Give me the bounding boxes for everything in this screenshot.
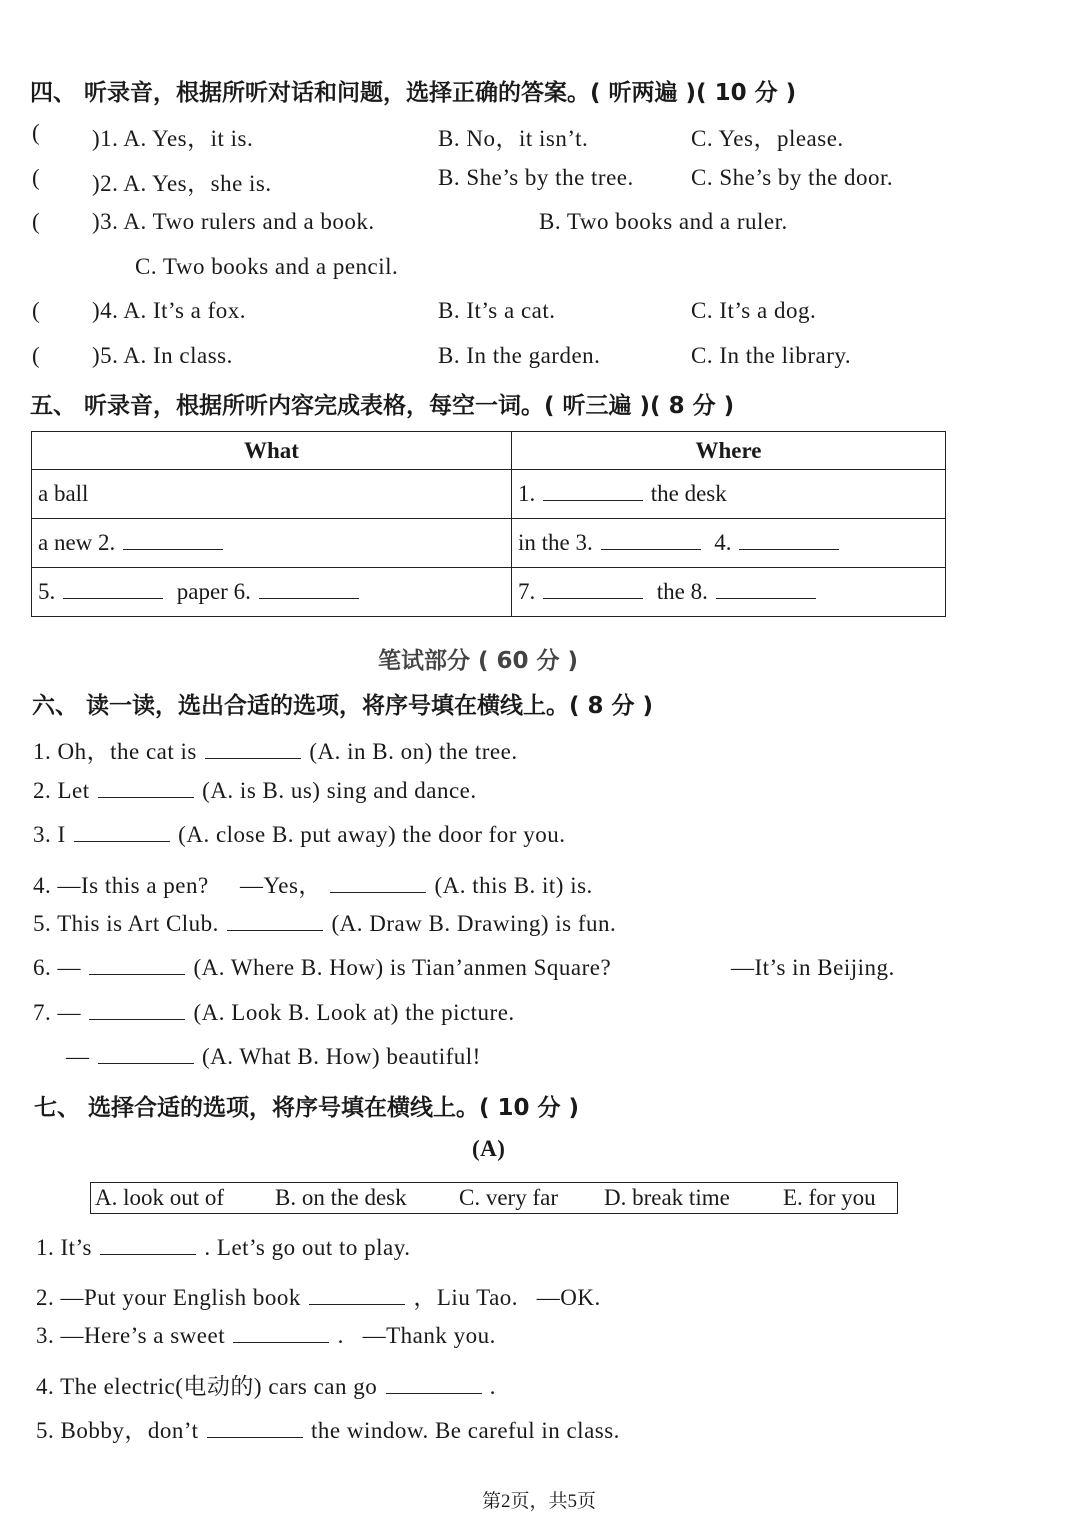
q-options: (A. in B. on) the tree. [309,739,518,764]
q6-3 [33,822,565,848]
q-options: (A. is B. us) sing and dance. [202,778,477,803]
q4-5-option-c: C. In the library. [691,343,852,368]
q7-3 [36,1323,496,1349]
cell-text: paper 6. [176,579,251,604]
q-options: (A. Where B. How) is Tian’anmen Square? [193,955,612,980]
table-cell [32,568,512,617]
column-header-where: Where [512,432,946,470]
q-text: — [66,1044,90,1069]
q4-5-option-a: )5. A. In class. [92,343,233,368]
option-d: D. break time [604,1185,730,1210]
q4-2-option-c: C. She’s by the door. [691,165,894,190]
answer-paren: ( [32,120,41,145]
q4-3-option-b: B. Two books and a ruler. [539,209,788,234]
q4-5-option-b: B. In the garden. [438,343,601,368]
q-text: the window. Be careful in class. [310,1418,620,1443]
column-header-what: What [32,432,512,470]
answer-paren: ( [32,165,41,190]
q-text: 4. —Is this a pen? —Yes， [33,873,322,898]
q7-4 [36,1368,496,1401]
q6-2 [33,778,477,804]
cell-text: the 8. [656,579,708,604]
table-cell [512,519,946,568]
q6-7-reply [66,1044,481,1070]
q-options: (A. close B. put away) the door for you. [178,822,566,847]
blank-number: 5. [38,579,56,604]
q-text: 3. —Here’s a sweet [36,1323,226,1348]
q-text: 6. — [33,955,81,980]
q-options: (A. What B. How) beautiful! [202,1044,481,1069]
answer-paren: ( [32,343,41,368]
answer-blank[interactable] [330,874,426,893]
q4-3-option-a: )3. A. Two rulers and a book. [92,209,375,234]
part-a-label: (A) [472,1136,506,1161]
q-text: . Let’s go out to play. [204,1235,411,1260]
cell-text: the desk [650,481,727,506]
q6-5 [33,911,616,937]
option-e: E. for you [783,1185,876,1210]
cell-text: a ball [38,481,89,506]
q-text: 5. Bobby，don’t [36,1418,199,1443]
answer-blank-7[interactable] [543,580,643,599]
q-text: 1. It’s [36,1235,92,1260]
table-cell [512,568,946,617]
written-part-title: 笔试部分 ( 60 分 ) [378,648,579,674]
q-options: (A. Look B. Look at) the picture. [193,1000,515,1025]
answer-blank[interactable] [89,1001,185,1020]
table-cell [512,470,946,519]
q4-4-option-a: )4. A. It’s a fox. [92,298,247,323]
q-text: 1. Oh，the cat is [33,739,197,764]
answer-blank[interactable] [98,1045,194,1064]
option-b: B. on the desk [275,1185,407,1210]
q-text: 4. The electric(电动的) cars can go [36,1374,378,1399]
section-7-heading: 七、 选择合适的选项，将序号填在横线上。( 10 分 ) [34,1095,580,1121]
answer-blank[interactable] [98,779,194,798]
q4-2-option-a: )2. A. Yes，she is. [92,171,272,196]
blank-number: 1. [518,481,536,506]
blank-number: 7. [518,579,536,604]
q-text: 7. — [33,1000,81,1025]
q-text: 2. —Put your English book [36,1285,301,1310]
section-4-heading: 四、 听录音，根据所听对话和问题，选择正确的答案。( 听两遍 )( 10 分 ) [30,80,797,106]
what-where-table [31,431,946,617]
answer-blank[interactable] [309,1286,405,1305]
answer-blank-4[interactable] [739,531,839,550]
q4-1-option-b: B. No，it isn’t. [438,126,589,151]
q4-1-option-a: )1. A. Yes，it is. [92,126,254,151]
q-options: (A. this B. it) is. [434,873,593,898]
cell-text: in the 3. [518,530,593,555]
answer-blank-5[interactable] [63,580,163,599]
page-footer: 第2页，共5页 [482,1491,597,1512]
q6-6-answer: —It’s in Beijing. [731,955,895,980]
answer-blank-3[interactable] [601,531,701,550]
answer-paren: ( [32,209,41,234]
q4-4-option-c: C. It’s a dog. [691,298,817,323]
q7-5 [36,1412,620,1445]
table-cell [32,519,512,568]
word-bank-box [90,1182,898,1214]
q4-1-option-c: C. Yes，please. [691,126,844,151]
q-text: 5. This is Art Club. [33,911,219,936]
q6-4 [33,867,593,900]
answer-blank[interactable] [207,1419,303,1438]
answer-blank[interactable] [89,956,185,975]
q-options: (A. Draw B. Drawing) is fun. [331,911,617,936]
answer-blank[interactable] [227,912,323,931]
answer-blank-1[interactable] [543,482,643,501]
q-text: 2. Let [33,778,90,803]
table-cell [32,470,512,519]
q-text: . —Thank you. [337,1323,496,1348]
answer-blank-2[interactable] [123,531,223,550]
q4-2-option-b: B. She’s by the tree. [438,165,634,190]
cell-text: a new 2. [38,530,116,555]
answer-blank[interactable] [100,1236,196,1255]
answer-paren: ( [32,298,41,323]
answer-blank-6[interactable] [259,580,359,599]
answer-blank[interactable] [386,1375,482,1394]
option-a: A. look out of [95,1185,225,1210]
q-text: 3. I [33,822,66,847]
answer-blank[interactable] [205,740,301,759]
q7-1 [36,1235,411,1261]
blank-number: 4. [714,530,732,555]
section-5-heading: 五、 听录音，根据所听内容完成表格，每空一词。( 听三遍 )( 8 分 ) [30,393,735,419]
section-6-heading: 六、 读一读，选出合适的选项，将序号填在横线上。( 8 分 ) [32,693,654,719]
q6-1 [33,733,518,766]
q4-4-option-b: B. It’s a cat. [438,298,556,323]
option-c: C. very far [459,1185,558,1210]
q6-6 [33,955,611,981]
q-text: . [489,1374,497,1399]
answer-blank-8[interactable] [716,580,816,599]
q7-2 [36,1279,601,1312]
q-text: ，Liu Tao. —OK. [413,1285,601,1310]
answer-blank[interactable] [233,1324,329,1343]
q6-7 [33,1000,515,1026]
answer-blank[interactable] [74,823,170,842]
q4-3-option-c: C. Two books and a pencil. [135,254,399,279]
